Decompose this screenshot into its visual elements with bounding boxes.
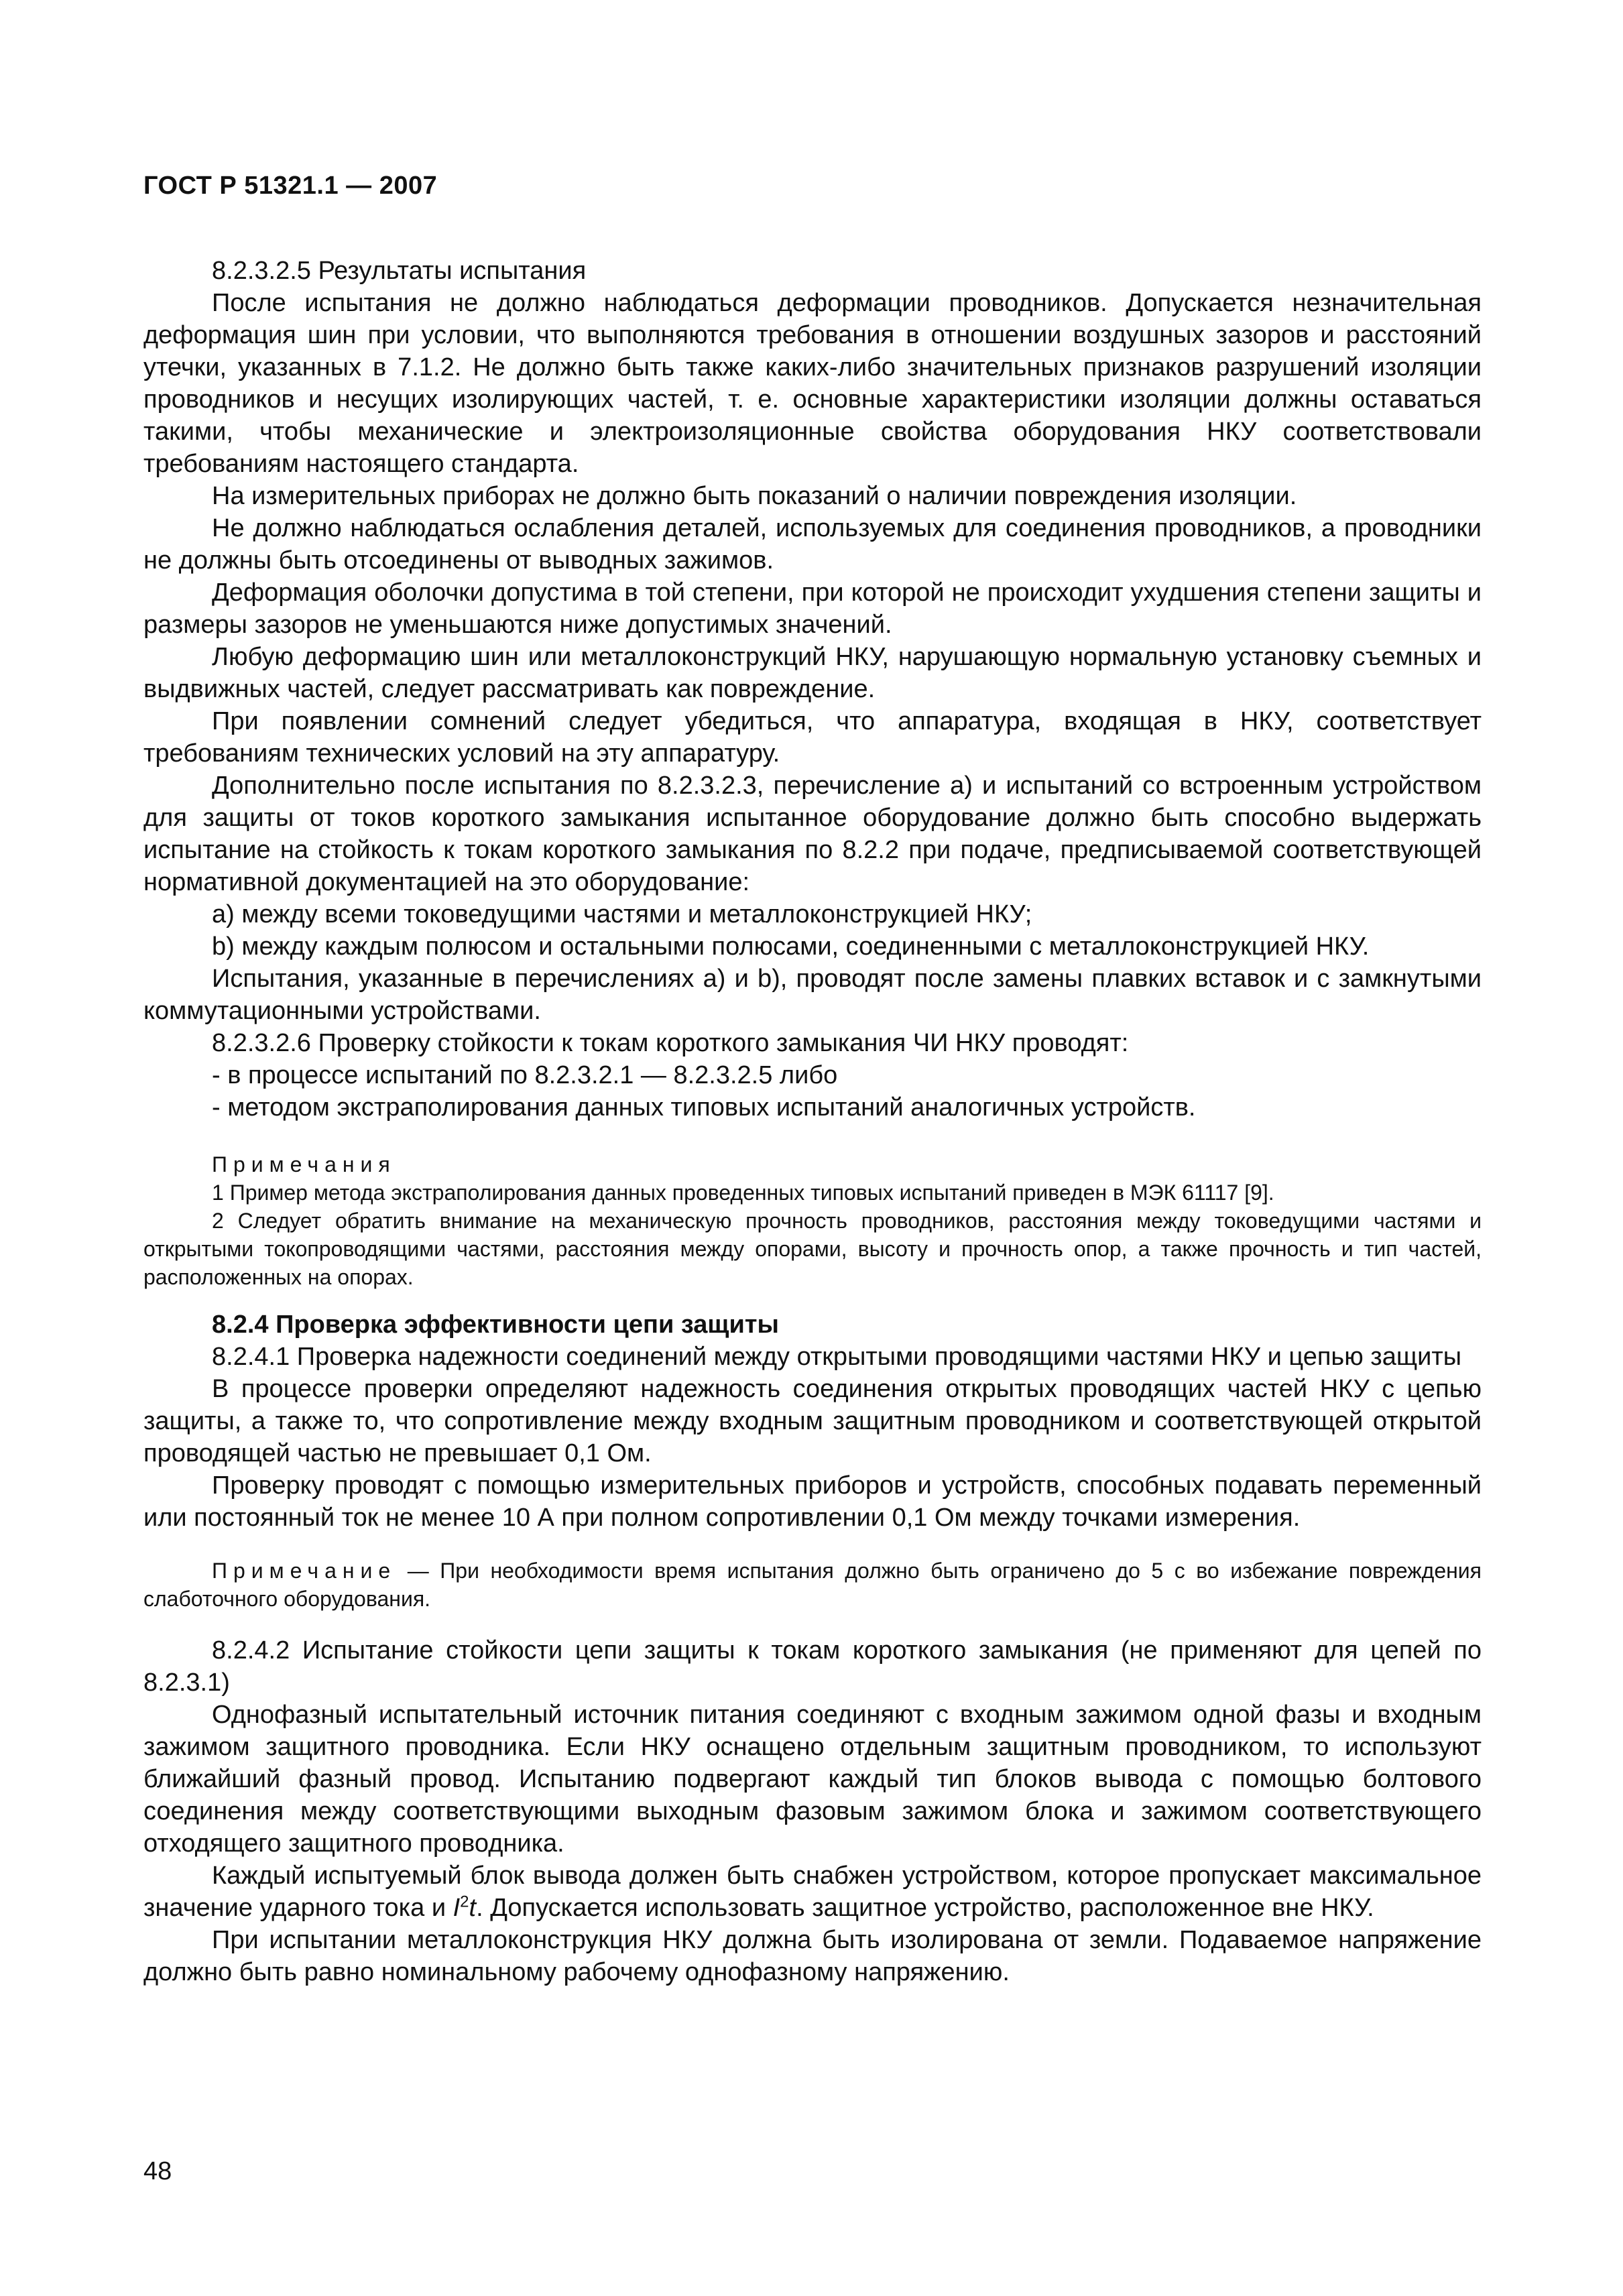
note: 2 Следует обратить внимание на механическую прочность проводников, расстояния между токоведущими частями и открытыми токопроводящими частями, расстояния между опорами, высоту и прочность опор, а также прочность и тип частей, расположенных на опорах. [143,1209,1482,1289]
list-item: а) между всеми токоведущими частями и металлоконструкцией НКУ; [212,900,1032,928]
paragraph: После испытания не должно наблюдаться деформации проводников. Допускается незначительная деформация шин при условии, что выполняются требования в отношении воздушных зазоров и расстояний утечки, указанных в 7.1.2. Не должно быть также каких-либо значительных признаков разрушений изоляции проводников и несущих изолирующих частей, т. е. основные характеристики изоляции должны оставаться такими, чтобы механические и электроизоляционные свойства оборудования НКУ соответствовали требованиям настоящего стандарта. [143,289,1482,478]
paragraph: При появлении сомнений следует убедиться, что аппаратура, входящая в НКУ, соответствует требованиям технических условий на эту аппаратуру. [143,707,1482,768]
paragraph: Однофазный испытательный источник питания соединяют с входным зажимом одной фазы и входным зажимом защитного проводника. Если НКУ оснащено отдельным защитным проводником, то используют ближайший фазный провод. Испытанию подвергают каждый тип блоков вывода с помощью болтового соединения между соответствующими выходным фазовым зажимом блока и зажимом соответствующего отходящего защитного проводника. [143,1701,1482,1858]
paragraph: 8.2.3.2.5 Результаты испытания [212,257,587,285]
formula-exponent: 2 [460,1892,469,1911]
section-title: 8.2.4 Проверка эффективности цепи защиты [212,1311,779,1339]
paragraph: Не должно наблюдаться ослабления деталей, используемых для соединения проводников, а проводники не должны быть отсоединены от выводных зажимов. [143,514,1482,575]
paragraph: 8.2.3.2.6 Проверку стойкости к токам короткого замыкания ЧИ НКУ проводят: [212,1029,1129,1057]
text-run: Каждый испытуемый блок вывода должен быть снабжен устройством, которое пропускает максимальное значение ударного тока и [143,1862,1482,1922]
paragraph: 8.2.4.2 Испытание стойкости цепи защиты к токам короткого замыкания (не применяют для цепей по 8.2.3.1) [143,1636,1482,1697]
note [143,1557,1482,1613]
list-item: b) между каждым полюсом и остальными полюсами, соединенными с металлоконструкцией НКУ. [212,932,1370,961]
list-item: - в процессе испытаний по 8.2.3.2.1 — 8.2.3.2.5 либо [212,1061,838,1089]
notes-heading: Примечания [212,1152,396,1176]
page-body [143,253,1482,1988]
paragraph: Дополнительно после испытания по 8.2.3.2.3, перечисление а) и испытаний со встроенным устройством для защиты от токов короткого замыкания испытанное оборудование должно быть способно выдержать испытание на стойкость к токам короткого замыкания по 8.2.2 при подаче, предписываемой соответствующей нормативной документацией на это оборудование: [143,772,1482,896]
formula-t: t [469,1894,477,1922]
paragraph: На измерительных приборах не должно быть показаний о наличии повреждения изоляции. [212,482,1297,510]
paragraph: Деформация оболочки допустима в той степени, при которой не происходит ухудшения степени защиты и размеры зазоров не уменьшаются ниже допустимых значений. [143,579,1482,639]
paragraph: 8.2.4.1 Проверка надежности соединений между открытыми проводящими частями НКУ и цепью защиты [212,1343,1462,1371]
note-text: — При необходимости время испытания должно быть ограничено до 5 с во избежание повреждения слаботочного оборудования. [143,1559,1482,1611]
page-number: 48 [143,2157,172,2185]
formula-i: I [453,1894,461,1922]
paragraph: В процессе проверки определяют надежность соединения открытых проводящих частей НКУ с цепью защиты, а также то, что сопротивление между входным защитным проводником и соответствующей открытой проводящей частью не превышает 0,1 Ом. [143,1375,1482,1467]
paragraph: При испытании металлоконструкция НКУ должна быть изолирована от земли. Подаваемое напряжение должно быть равно номинальному рабочему однофазному напряжению. [143,1926,1482,1986]
note-label: Примечание [212,1559,397,1583]
paragraph: Проверку проводят с помощью измерительных приборов и устройств, способных подавать переменный или постоянный ток не менее 10 А при полном сопротивлении 0,1 Ом между точками измерения. [143,1471,1482,1532]
text-run: . Допускается использовать защитное устройство, расположенное вне НКУ. [476,1894,1374,1922]
list-item: - методом экстраполирования данных типовых испытаний аналогичных устройств. [212,1093,1196,1122]
document-id: ГОСТ Р 51321.1 — 2007 [143,172,438,200]
paragraph: Любую деформацию шин или металлоконструкций НКУ, нарушающую нормальную установку съемных и выдвижных частей, следует рассматривать как повреждение. [143,643,1482,703]
note: 1 Пример метода экстраполирования данных проведенных типовых испытаний приведен в МЭК 61117 [9]. [212,1181,1274,1205]
paragraph [143,1860,1482,1924]
paragraph: Испытания, указанные в перечислениях а) и b), проводят после замены плавких вставок и с замкнутыми коммутационными устройствами. [143,965,1482,1025]
